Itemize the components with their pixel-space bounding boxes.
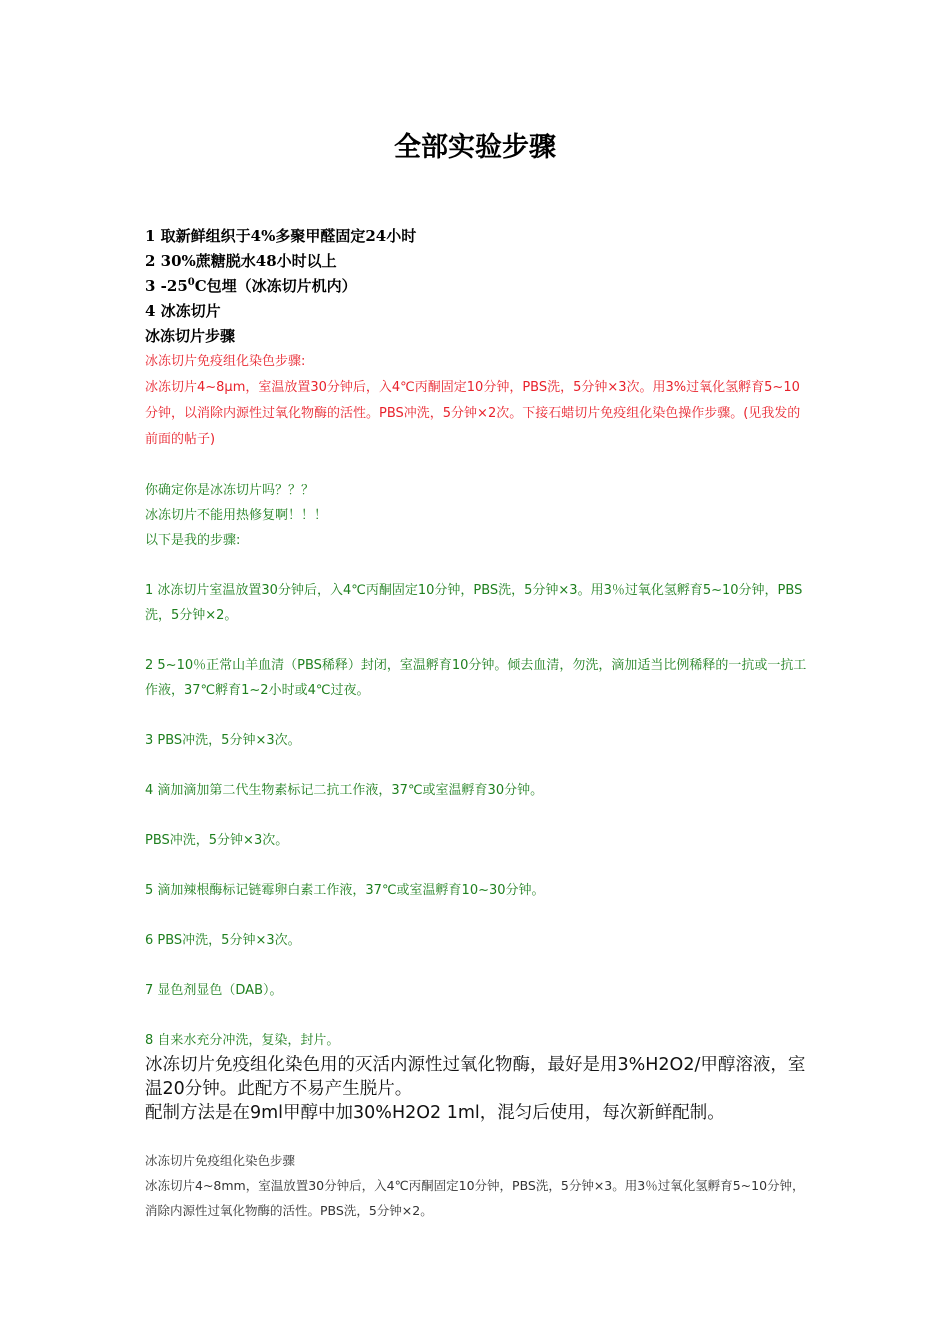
red-body: 冰冻切片4~8μm，室温放置30分钟后，入4℃丙酮固定10分钟，PBS洗，5分钟×3次。用3%过氧化氢孵育5~10分钟，以消除内源性过氧化物酶的活性。PBS冲洗，5分钟×2次。下接石蜡切片免疫组化染色操作步骤。(见我发的前面的帖子) xyxy=(145,380,801,447)
reply-step-8: 8 自来水充分冲洗，复染，封片。 xyxy=(145,1033,340,1048)
superscript: 0 xyxy=(187,277,195,288)
gray-heading: 冰冻切片免疫组化染色步骤 xyxy=(145,1153,296,1168)
red-heading: 冰冻切片免疫组化染色步骤: xyxy=(145,354,306,369)
reply-step-3: 3 PBS冲洗，5分钟×3次。 xyxy=(145,733,301,748)
reply-step-1: 1 冰冻切片室温放置30分钟后，入4℃丙酮固定10分钟，PBS洗，5分钟×3。用3％过氧化氢孵育5~10分钟，PBS洗，5分钟×2。 xyxy=(145,583,803,623)
gray-body: 冰冻切片4~8mm，室温放置30分钟后，入4℃丙酮固定10分钟，PBS洗，5分钟×3。用3％过氧化氢孵育5~10分钟，消除内源性过氧化物酶的活性。PBS洗，5分钟×2。 xyxy=(145,1178,805,1218)
reply-step-2: 2 5~10％正常山羊血清（PBS稀释）封闭，室温孵育10分钟。倾去血清，勿洗，滴加适当比例稀释的一抗或一抗工作液，37℃孵育1~2小时或4℃过夜。 xyxy=(145,658,807,698)
note-paragraph-1: 冰冻切片免疫组化染色用的灭活内源性过氧化物酶，最好是用3%H2O2/甲醇溶液，室温20分钟。此配方不易产生脱片。 xyxy=(145,1055,806,1099)
reply-question-2: 冰冻切片不能用热修复啊！！！ xyxy=(145,508,328,523)
reply-step-5: 5 滴加辣根酶标记链霉卵白素工作液，37℃或室温孵育10~30分钟。 xyxy=(145,883,545,898)
reply-step-4: 4 滴加滴加第二代生物素标记二抗工作液，37℃或室温孵育30分钟。 xyxy=(145,783,544,798)
reply-step-7: 7 显色剂显色（DAB）。 xyxy=(145,983,283,998)
reply-question-1: 你确定你是冰冻切片吗？？？ xyxy=(145,483,315,498)
step-4: 4 冰冻切片 xyxy=(145,302,221,320)
step-2: 2 30%蔗糖脱水48小时以上 xyxy=(145,252,337,270)
reply-step-6: 6 PBS冲洗，5分钟×3次。 xyxy=(145,933,301,948)
document-title: 全部实验步骤 xyxy=(394,132,556,163)
document-body xyxy=(145,224,810,1223)
step-3: 3 $-25^0C$包埋（冰冻切片机内） xyxy=(145,277,357,295)
note-paragraph-2: 配制方法是在9ml甲醇中加30%H2O2 1ml，混匀后使用，每次新鲜配制。 xyxy=(145,1103,725,1123)
reply-intro: 以下是我的步骤: xyxy=(145,533,241,548)
section-heading: 冰冻切片步骤 xyxy=(145,327,236,345)
reply-step-4b: PBS冲洗，5分钟×3次。 xyxy=(145,833,289,848)
step-1: 1 取新鲜组织于4%多聚甲醛固定24小时 xyxy=(145,227,417,245)
